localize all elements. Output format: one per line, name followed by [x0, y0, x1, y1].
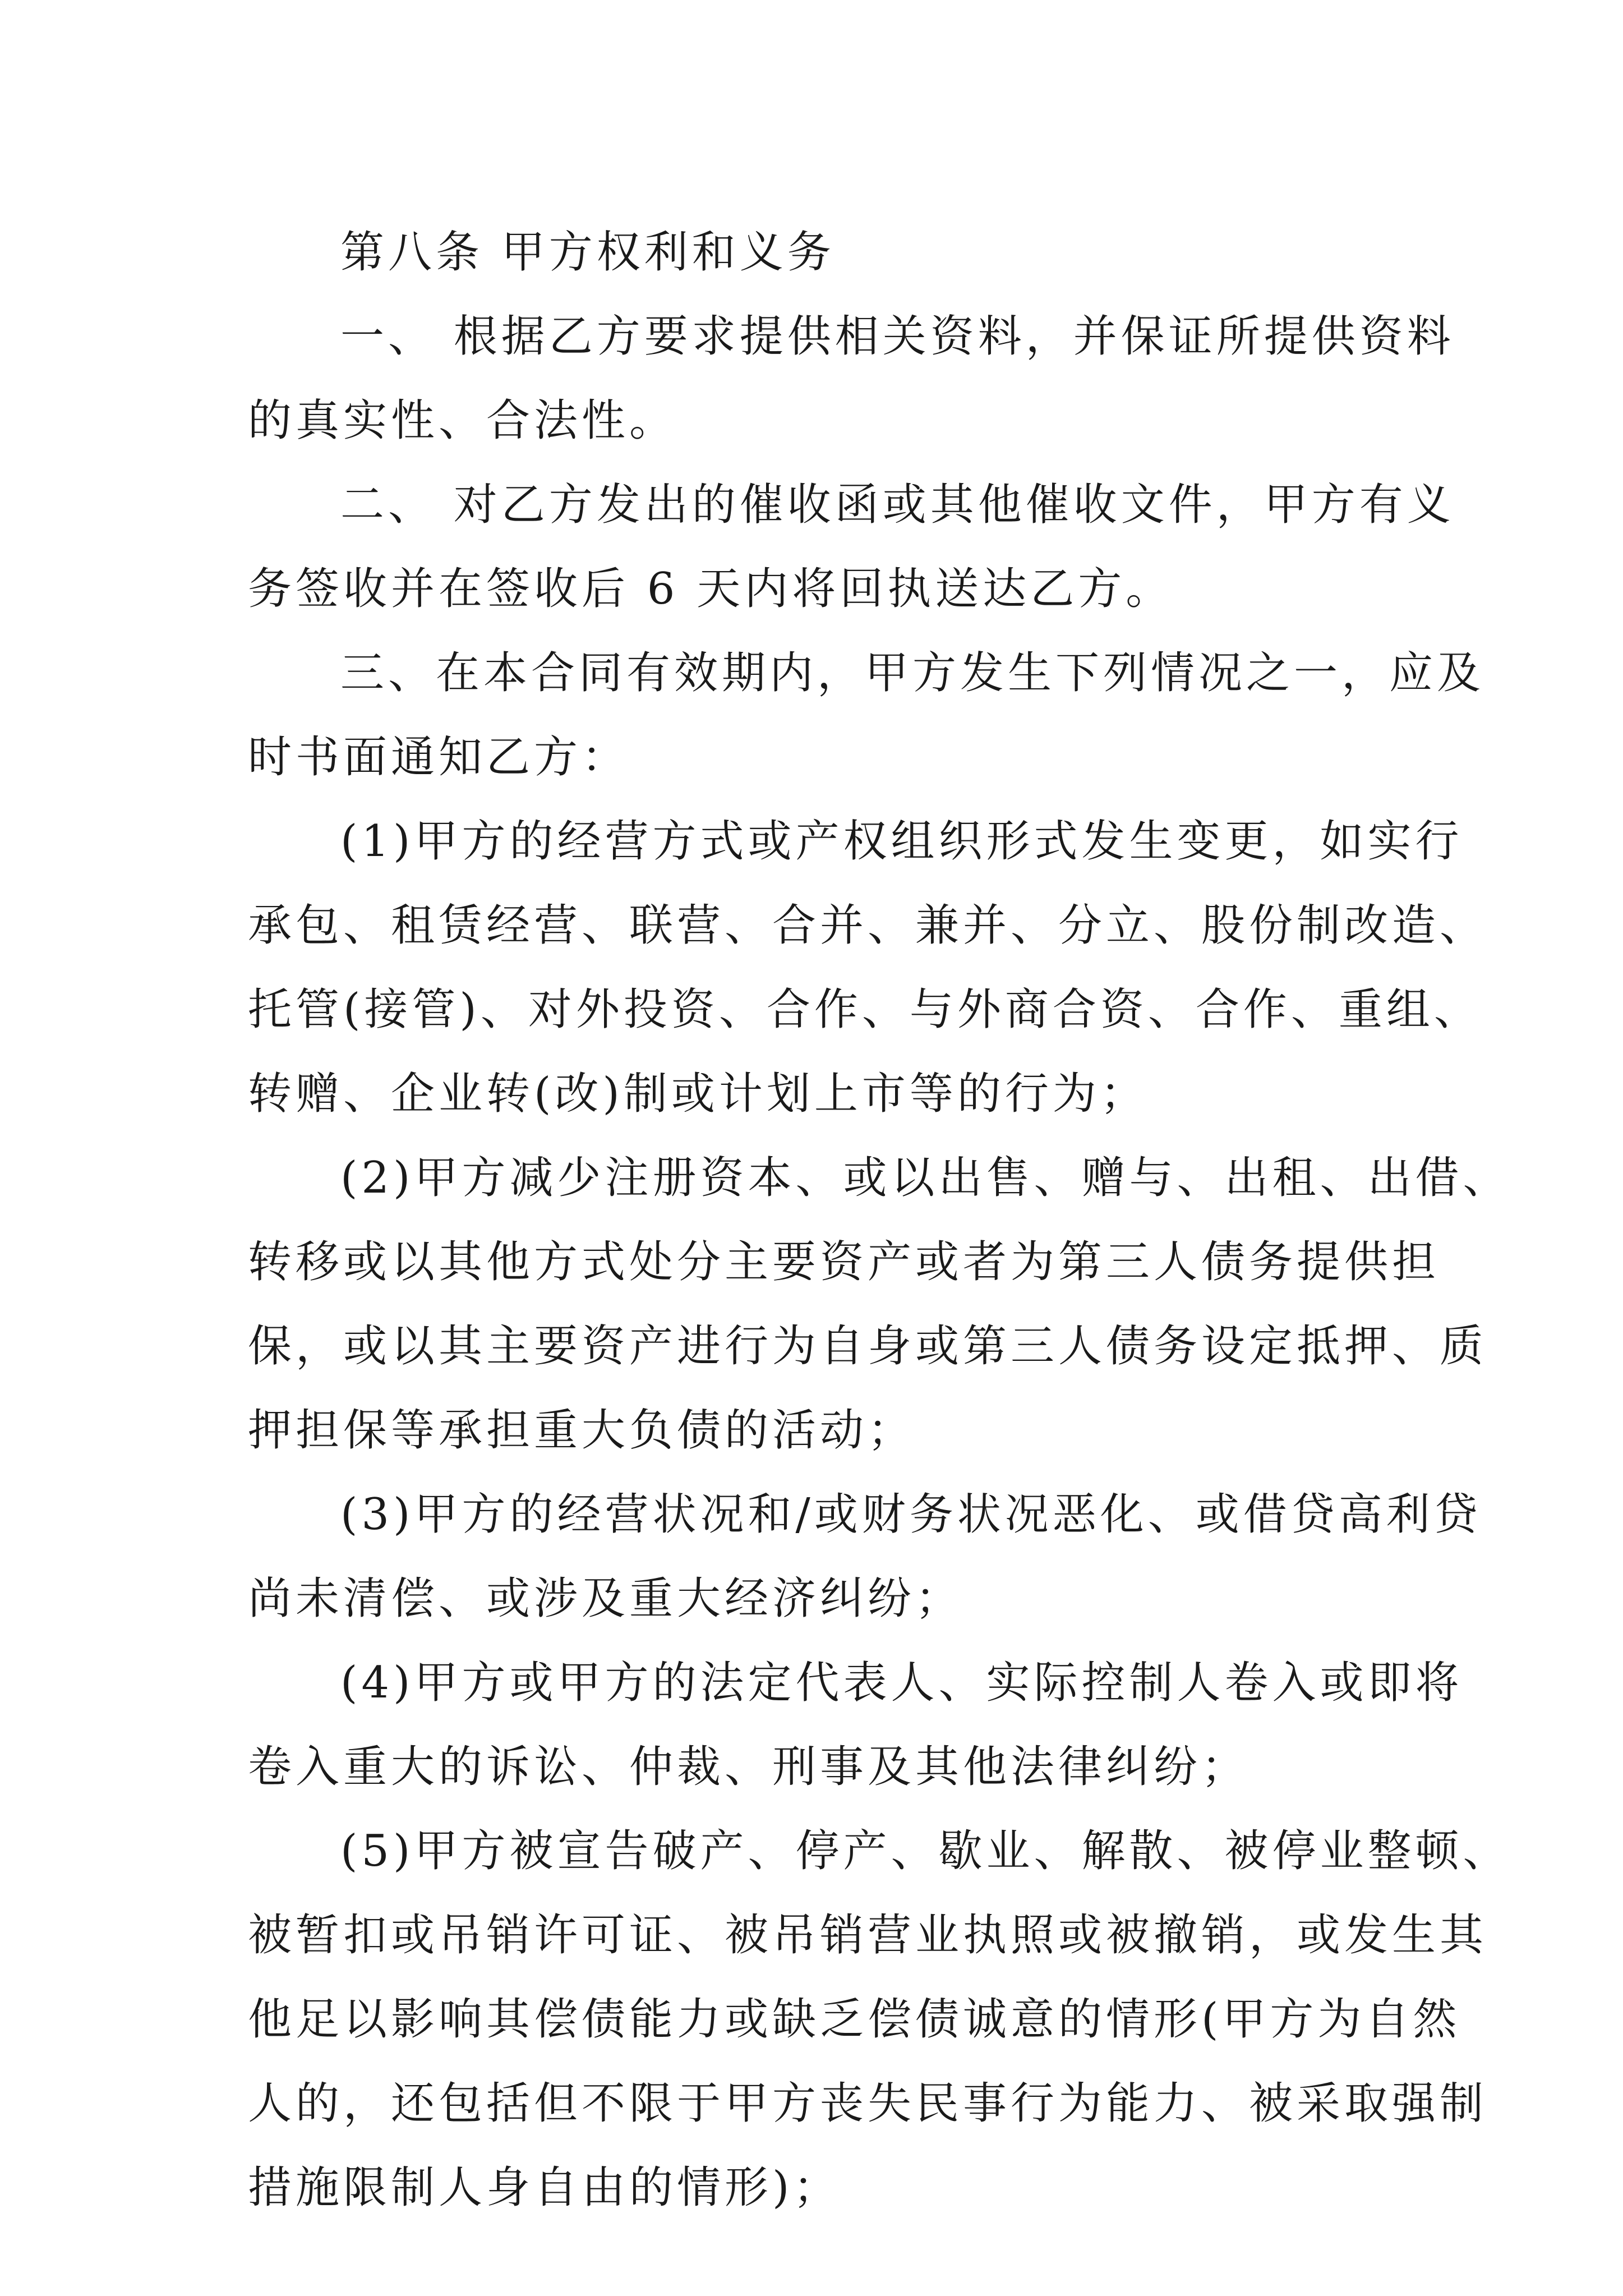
text-line: 一、 根据乙方要求提供相关资料，并保证所提供资料 — [340, 311, 1455, 362]
text-line: 他足以影响其偿债能力或缺乏偿债诚意的情形(甲方为自然 — [248, 1994, 1461, 2045]
text-line: (2)甲方减少注册资本、或以出售、赠与、出租、出借、 — [340, 1153, 1511, 1203]
text-line: 尚未清偿、或涉及重大经济纠纷； — [248, 1573, 963, 1624]
text-line: (3)甲方的经营状况和/或财务状况恶化、或借贷高利贷 — [340, 1489, 1482, 1540]
article-heading: 第八条 甲方权利和义务 — [340, 227, 835, 278]
text-line: (4)甲方或甲方的法定代表人、实际控制人卷入或即将 — [340, 1658, 1463, 1708]
text-line: 二、 对乙方发出的催收函或其他催收文件，甲方有义 — [340, 480, 1455, 530]
text-line: 托管(接管)、对外投资、合作、与外商合资、合作、重组、 — [248, 984, 1482, 1035]
text-line: 被暂扣或吊销许可证、被吊销营业执照或被撤销，或发生其 — [248, 1910, 1488, 1961]
text-line: 三、在本合同有效期内，甲方发生下列情况之一，应及 — [340, 648, 1485, 698]
text-line: 的真实性、合法性。 — [248, 395, 677, 446]
text-line: 措施限制人身自由的情形)； — [248, 2162, 841, 2213]
text-line: (5)甲方被宣告破产、停产、歇业、解散、被停业整顿、 — [340, 1826, 1511, 1876]
text-line: 保，或以其主要资产进行为自身或第三人债务设定抵押、质 — [248, 1321, 1488, 1372]
document-body — [248, 210, 1511, 2230]
text-line: (1)甲方的经营方式或产权组织形式发生变更，如实行 — [340, 816, 1463, 867]
text-line: 卷入重大的诉讼、仲裁、刑事及其他法律纠纷； — [248, 1742, 1249, 1792]
text-line: 时书面通知乙方： — [248, 732, 630, 783]
text-line: 转移或以其他方式处分主要资产或者为第三人债务提供担 — [248, 1237, 1440, 1287]
text-line: 人的，还包括但不限于甲方丧失民事行为能力、被采取强制 — [248, 2078, 1488, 2129]
text-line: 押担保等承担重大负债的活动； — [248, 1405, 916, 1456]
text-line: 承包、租赁经营、联营、合并、兼并、分立、股份制改造、 — [248, 900, 1488, 951]
text-line: 务签收并在签收后 6 天内将回执送达乙方。 — [248, 564, 1174, 614]
text-line: 转赠、企业转(改)制或计划上市等的行为； — [248, 1069, 1148, 1119]
